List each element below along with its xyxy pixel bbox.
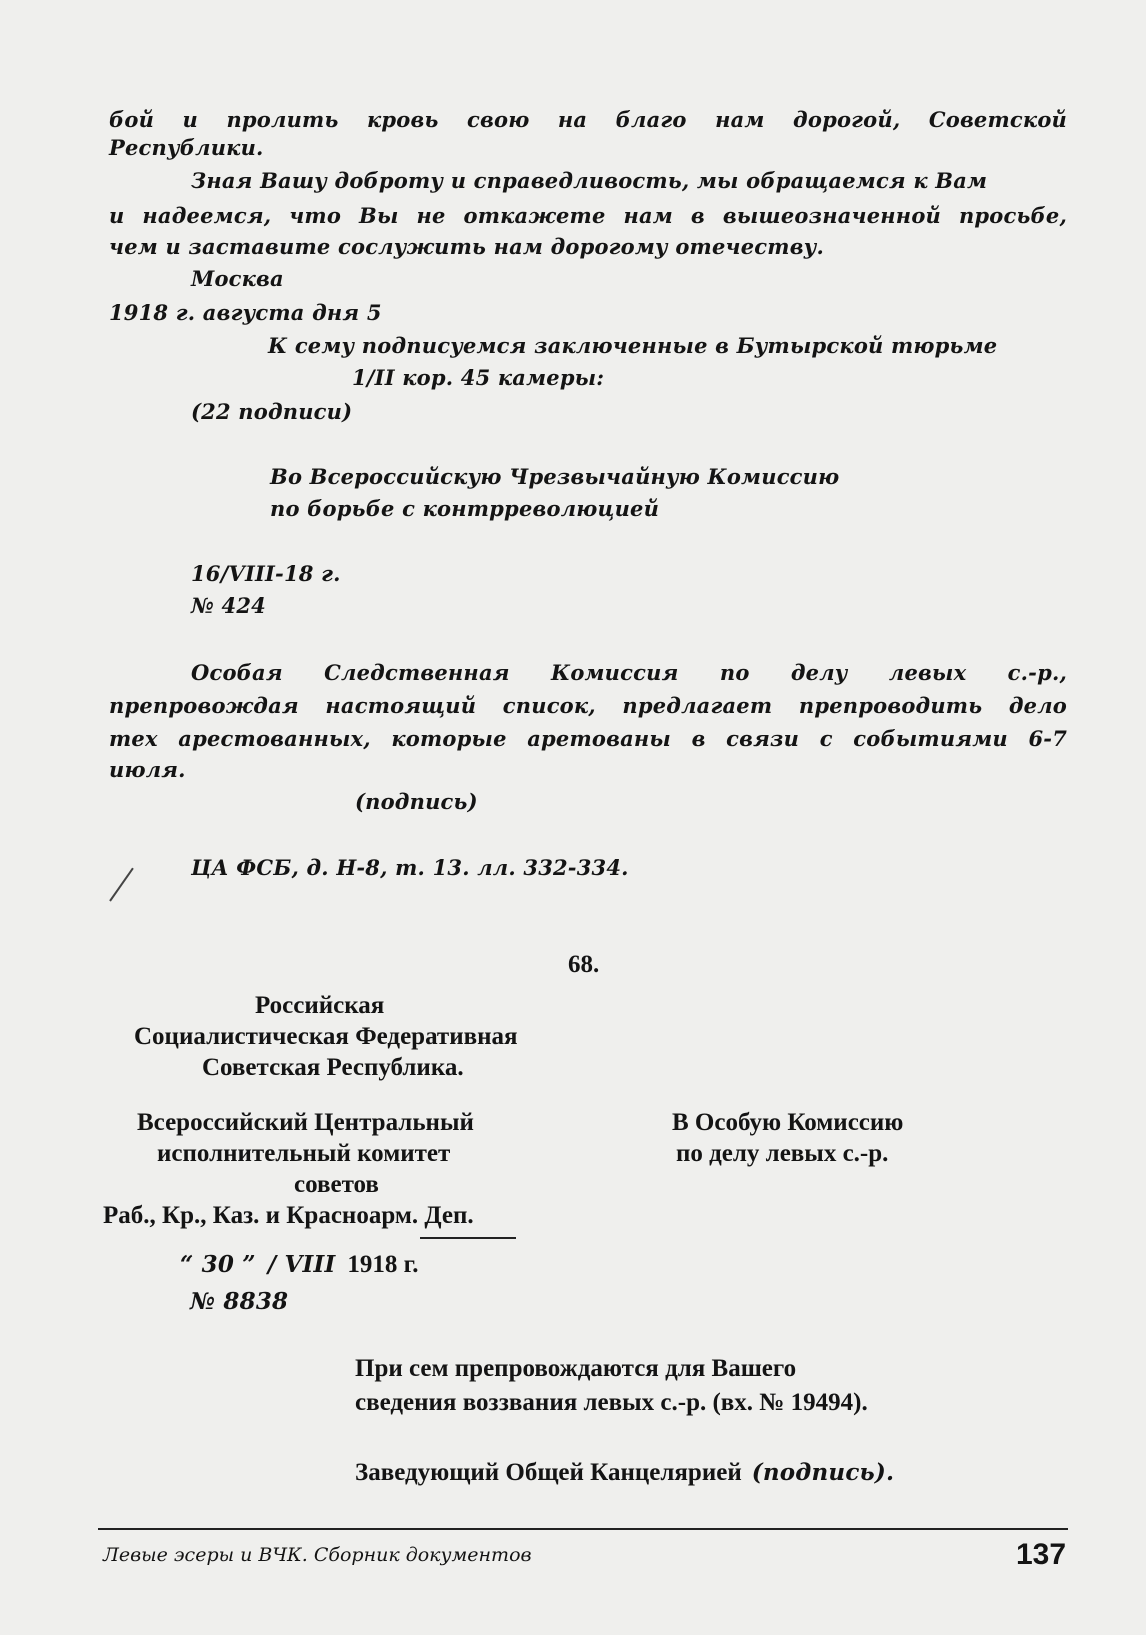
state-line-1: Российская [255, 992, 385, 1019]
date-month: / VIII [267, 1251, 336, 1278]
letter-line-3: Зная Вашу доброту и справедливость, мы обращаемся к Вам [191, 168, 988, 193]
letter-line-4: и надеемся, что Вы не откажете нам в вышеозначенной просьбе, [109, 203, 1067, 228]
divider-rule [420, 1237, 516, 1239]
document-number: 68. [568, 951, 600, 978]
vchk-signature: (подпись) [355, 789, 478, 814]
archive-source: ЦА ФСБ, д. Н-8, т. 13. лл. 332-334. [191, 855, 629, 880]
letter-sign-line-1: К сему подписуемся заключенные в Бутырской тюрьме [268, 333, 998, 358]
org-line-4: Раб., Кр., Каз. и Красноарм. Деп. [103, 1202, 474, 1229]
book-title: Левые эсеры и ВЧК. Сборник документов [103, 1544, 532, 1566]
recipient-line-2: по делу левых с.-р. [676, 1140, 889, 1167]
vchk-number: № 424 [191, 593, 266, 618]
vchk-body-line-4: июля. [109, 757, 186, 782]
outgoing-number: № 8838 [190, 1288, 289, 1315]
page-number: 137 [1016, 1538, 1067, 1571]
state-line-3: Советская Республика. [202, 1054, 464, 1081]
recipient-line-1: В Особую Комиссию [672, 1109, 904, 1136]
transmittal-line-2: сведения воззвания левых с.-р. (вх. № 19494). [355, 1389, 868, 1416]
signed-note: (подпись). [751, 1459, 895, 1486]
chancellery-signature [355, 1460, 894, 1485]
vchk-body-line-2: препровождая настоящий список, предлагает препроводить дело [109, 693, 1067, 718]
letter-date: 1918 г. августа дня 5 [109, 300, 382, 325]
org-line-2: исполнительный комитет [157, 1140, 451, 1167]
letter-signatures: (22 подписи) [191, 399, 353, 424]
dispatch-date [180, 1252, 418, 1277]
letter-line-2: Республики. [109, 135, 264, 160]
transmittal-line-1: При сем препровождаются для Вашего [355, 1355, 797, 1382]
date-year: 1918 г. [347, 1251, 419, 1278]
letter-place: Москва [191, 266, 284, 291]
footer-rule [98, 1528, 1068, 1530]
vchk-date: 16/VIII-18 г. [191, 561, 341, 586]
letter-line-1: бой и пролить кровь свою на благо нам дорогой, Советской [109, 107, 1067, 132]
signed-by: Заведующий Общей Канцелярией [355, 1459, 742, 1486]
vchk-addressee-line-2: по борьбе с контрреволюцией [270, 496, 660, 521]
vchk-body-line-3: тех арестованных, которые аретованы в связи с событиями 6-7 [109, 726, 1067, 751]
letter-line-5: чем и заставите сослужить нам дорогому отечеству. [109, 234, 824, 259]
org-line-1: Всероссийский Центральный [137, 1109, 474, 1136]
org-line-3: советов [294, 1171, 379, 1198]
letter-sign-line-2: 1/II кор. 45 камеры: [352, 365, 605, 390]
state-line-2: Социалистическая Федеративная [134, 1023, 518, 1050]
vchk-body-line-1: Особая Следственная Комиссия по делу левых с.-р., [191, 660, 1067, 685]
date-day: “ 30 ” [180, 1251, 256, 1278]
vchk-addressee-line-1: Во Всероссийскую Чрезвычайную Комиссию [270, 464, 840, 489]
pencil-mark [109, 868, 134, 902]
